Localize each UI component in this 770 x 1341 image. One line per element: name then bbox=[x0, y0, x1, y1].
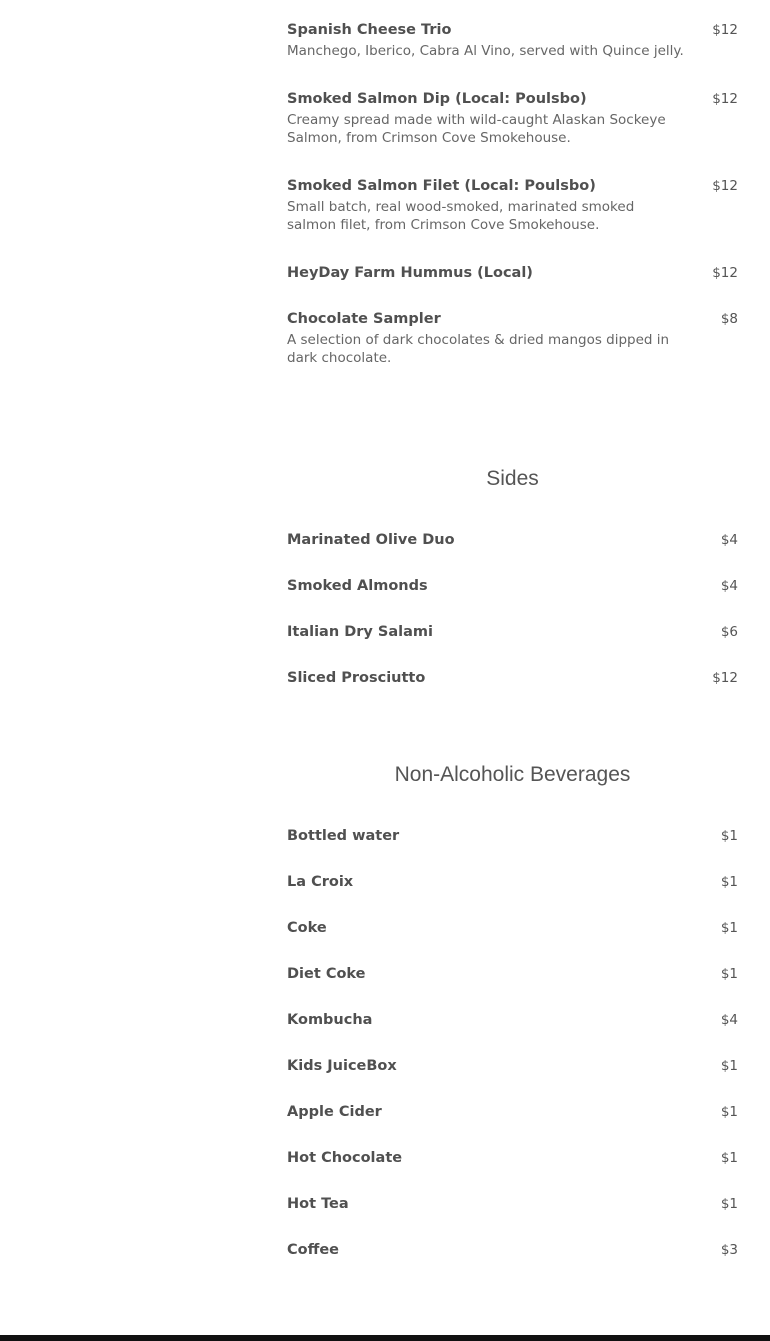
item-price: $6 bbox=[720, 624, 738, 640]
menu-item bbox=[287, 89, 738, 147]
item-price: $1 bbox=[720, 920, 738, 936]
item-name: Kombucha bbox=[287, 1012, 373, 1028]
item-price: $1 bbox=[720, 828, 738, 844]
menu-item bbox=[287, 1102, 738, 1122]
menu-item bbox=[287, 530, 738, 550]
item-name: Smoked Almonds bbox=[287, 578, 428, 594]
item-name: Italian Dry Salami bbox=[287, 624, 433, 640]
item-price: $4 bbox=[720, 578, 738, 594]
menu-item bbox=[287, 309, 738, 367]
item-name: Diet Coke bbox=[287, 966, 366, 982]
item-name: Kids JuiceBox bbox=[287, 1058, 397, 1074]
menu-item bbox=[287, 668, 738, 688]
item-price: $4 bbox=[720, 532, 738, 548]
item-name: Marinated Olive Duo bbox=[287, 532, 455, 548]
item-description: Creamy spread made with wild-caught Alaskan Sockeye Salmon, from Crimson Cove Smokehouse. bbox=[287, 112, 666, 146]
item-name: Smoked Salmon Dip (Local: Poulsbo) bbox=[287, 91, 587, 107]
item-price: $12 bbox=[712, 265, 738, 281]
item-name: HeyDay Farm Hummus (Local) bbox=[287, 265, 533, 281]
menu-item bbox=[287, 263, 738, 283]
item-name: Smoked Salmon Filet (Local: Poulsbo) bbox=[287, 178, 596, 194]
menu-item bbox=[287, 1148, 738, 1168]
item-price: $1 bbox=[720, 1150, 738, 1166]
item-price: $8 bbox=[720, 311, 738, 327]
item-description: Small batch, real wood-smoked, marinated smoked salmon filet, from Crimson Cove Smokehouse. bbox=[287, 199, 635, 233]
item-description: A selection of dark chocolates & dried mangos dipped in dark chocolate. bbox=[287, 332, 670, 366]
item-name: Coffee bbox=[287, 1242, 340, 1258]
menu-item bbox=[287, 1240, 738, 1260]
item-name: Apple Cider bbox=[287, 1104, 382, 1120]
item-price: $12 bbox=[712, 22, 738, 38]
item-price: $12 bbox=[712, 178, 738, 194]
menu-item bbox=[287, 918, 738, 938]
item-price: $1 bbox=[720, 1104, 738, 1120]
menu-item bbox=[287, 964, 738, 984]
item-description: Manchego, Iberico, Cabra Al Vino, served with Quince jelly. bbox=[287, 43, 684, 59]
item-price: $1 bbox=[720, 1196, 738, 1212]
section-title-beverages: Non-Alcoholic Beverages bbox=[394, 763, 631, 786]
item-name: Spanish Cheese Trio bbox=[287, 22, 452, 38]
menu-item bbox=[287, 576, 738, 596]
menu-item bbox=[287, 20, 738, 60]
item-name: Bottled water bbox=[287, 828, 400, 844]
item-name: Hot Tea bbox=[287, 1196, 349, 1212]
footer-bar bbox=[0, 1335, 770, 1341]
menu-item bbox=[287, 176, 738, 234]
menu-item bbox=[287, 1010, 738, 1030]
menu-item bbox=[287, 872, 738, 892]
menu-item bbox=[287, 622, 738, 642]
item-price: $12 bbox=[712, 91, 738, 107]
item-name: Coke bbox=[287, 920, 327, 936]
item-name: Chocolate Sampler bbox=[287, 311, 441, 327]
item-name: Hot Chocolate bbox=[287, 1150, 403, 1166]
item-price: $4 bbox=[720, 1012, 738, 1028]
item-price: $1 bbox=[720, 1058, 738, 1074]
item-price: $3 bbox=[720, 1242, 738, 1258]
item-price: $1 bbox=[720, 874, 738, 890]
section-title-sides: Sides bbox=[486, 467, 539, 490]
item-price: $12 bbox=[712, 670, 738, 686]
item-name: La Croix bbox=[287, 874, 354, 890]
menu-item bbox=[287, 1056, 738, 1076]
menu-item bbox=[287, 826, 738, 846]
item-name: Sliced Prosciutto bbox=[287, 670, 426, 686]
menu-item bbox=[287, 1194, 738, 1214]
item-price: $1 bbox=[720, 966, 738, 982]
